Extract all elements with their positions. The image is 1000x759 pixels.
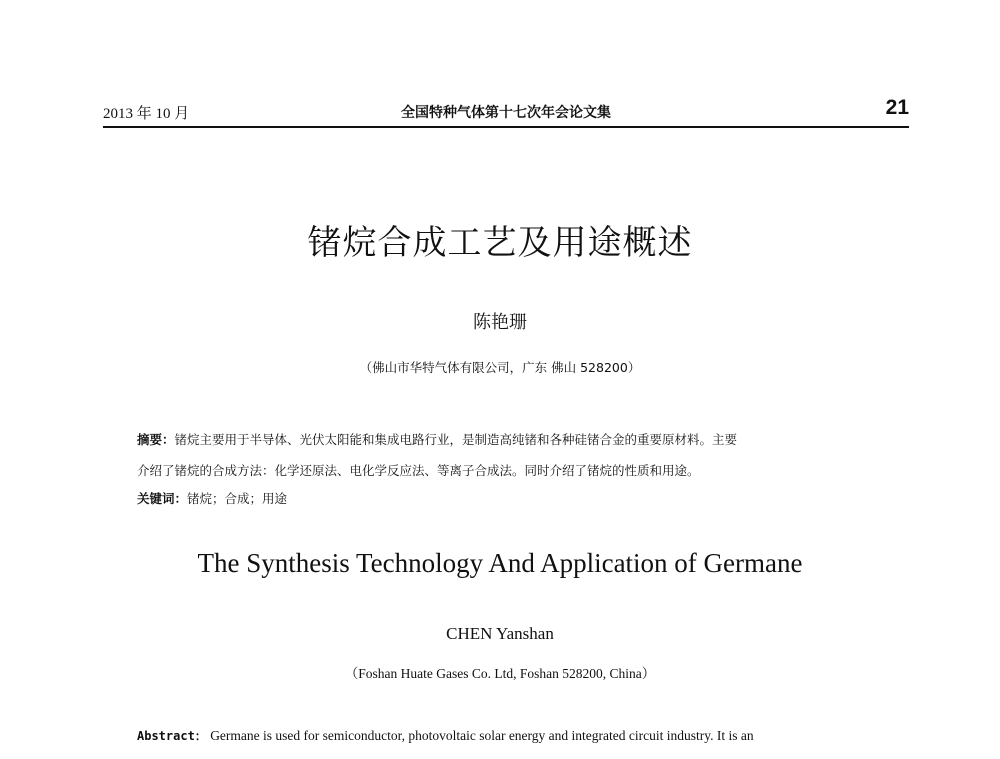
chinese-abstract-label: 摘要： xyxy=(137,432,175,447)
english-abstract-text: Germane is used for semiconductor, photovoltaic solar energy and integrated circuit industry. It is an xyxy=(210,728,754,743)
header-page-number: 21 xyxy=(885,96,909,119)
chinese-abstract-line-2: 介绍了锗烷的合成方法：化学还原法、电化学反应法、等离子合成法。同时介绍了锗烷的性质和用途。 xyxy=(137,463,700,478)
english-abstract xyxy=(137,727,882,744)
chinese-keywords xyxy=(137,489,287,507)
chinese-abstract-text-1: 锗烷主要用于半导体、光伏太阳能和集成电路行业，是制造高纯锗和各种硅锗合金的重要原材料。主要 xyxy=(174,432,738,447)
english-author: CHEN Yanshan xyxy=(446,624,554,643)
chinese-abstract xyxy=(137,424,887,486)
running-header xyxy=(103,96,909,128)
header-date: 2013 年 10 月 xyxy=(103,106,190,122)
chinese-author: 陈艳珊 xyxy=(473,312,527,333)
chinese-title: 锗烷合成工艺及用途概述 xyxy=(307,223,693,263)
chinese-affiliation: （佛山市华特气体有限公司，广东 佛山 528200） xyxy=(359,360,641,375)
english-affiliation: （Foshan Huate Gases Co. Ltd, Foshan 528200, China） xyxy=(344,666,656,681)
english-title: The Synthesis Technology And Application of Germane xyxy=(197,548,803,578)
english-abstract-label: Abstract： xyxy=(137,729,207,743)
keywords-text: 锗烷；合成；用途 xyxy=(187,491,288,506)
chinese-abstract-line-1 xyxy=(137,424,887,455)
header-journal-title: 全国特种气体第十七次年会论文集 xyxy=(401,105,611,121)
keywords-label: 关键词： xyxy=(137,491,188,506)
